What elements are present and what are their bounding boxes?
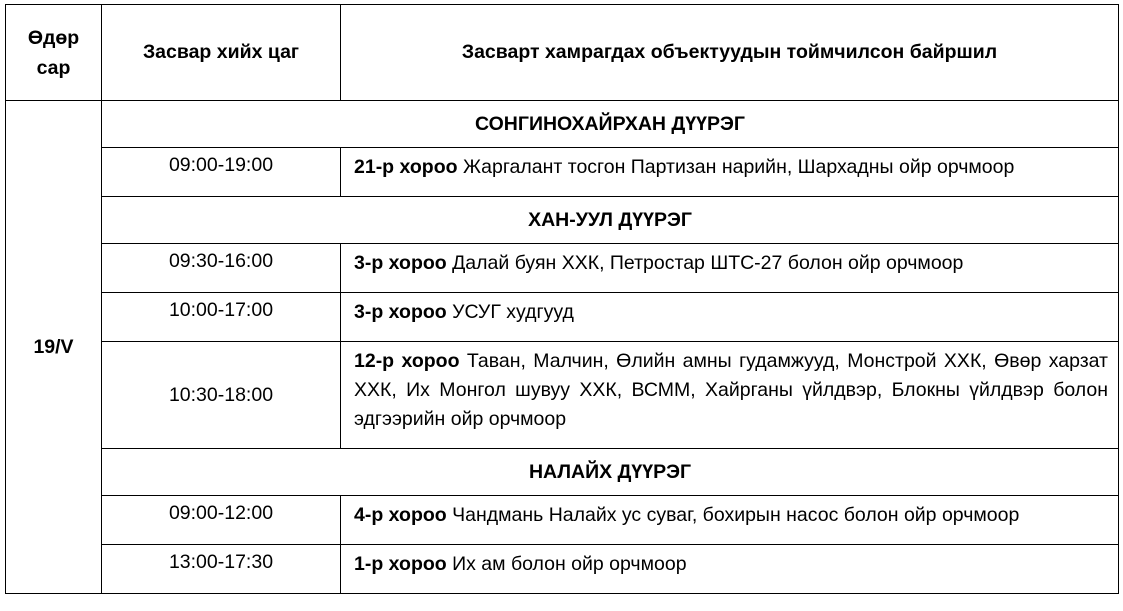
location-text: Их ам болон ойр орчмоор (446, 553, 687, 575)
district-name: НАЛАЙХ ДҮҮРЭГ (102, 449, 1119, 496)
time-cell: 09:00-19:00 (102, 148, 341, 197)
time-cell: 10:00-17:00 (102, 293, 341, 342)
district-name: ХАН-УУЛ ДҮҮРЭГ (102, 197, 1119, 244)
district-name: СОНГИНОХАЙРХАН ДҮҮРЭГ (102, 101, 1119, 148)
location-text: Таван, Малчин, Өлийн амны гудамжууд, Монстрой ХХК, Өвөр харзат ХХК, Их Монгол шувуу ХХК, ВСММ, Хайрганы үйлдвэр, Блокны үйлдвэр болон эдгээрийн ойр орчмоор (354, 350, 1108, 430)
location-cell (341, 545, 1119, 594)
khoroo-label: 1-р хороо (354, 553, 447, 575)
maintenance-schedule-table (5, 4, 1119, 594)
header-day (6, 5, 102, 101)
location-cell (341, 342, 1119, 449)
location-text: УСУГ худгууд (446, 301, 574, 323)
location-cell (341, 244, 1119, 293)
header-row (6, 5, 1119, 101)
table-row (6, 342, 1119, 449)
table-row (6, 148, 1119, 197)
khoroo-label: 4-р хороо (354, 504, 447, 526)
time-cell: 13:00-17:30 (102, 545, 341, 594)
time-cell: 10:30-18:00 (102, 342, 341, 449)
header-day-line2: сар (36, 56, 71, 79)
location-text: Жаргалант тосгон Партизан нарийн, Шархадны ойр орчмоор (457, 156, 1015, 178)
location-cell (341, 496, 1119, 545)
header-day-line1: Өдөр (27, 26, 80, 49)
date-cell: 19/V (6, 101, 102, 594)
district-row (6, 197, 1119, 244)
time-cell: 09:30-16:00 (102, 244, 341, 293)
location-cell (341, 293, 1119, 342)
location-text: Далай буян ХХК, Петростар ШТС-27 болон ойр орчмоор (446, 252, 964, 274)
table-row (6, 496, 1119, 545)
district-row (6, 449, 1119, 496)
table-row (6, 293, 1119, 342)
location-cell (341, 148, 1119, 197)
header-time: Засвар хийх цаг (102, 5, 341, 101)
table-row (6, 244, 1119, 293)
khoroo-label: 3-р хороо (354, 301, 447, 323)
khoroo-label: 12-р хороо (354, 350, 460, 372)
location-text: Чандмань Налайх ус суваг, бохирын насос болон ойр орчмоор (446, 504, 1020, 526)
khoroo-label: 3-р хороо (354, 252, 447, 274)
khoroo-label: 21-р хороо (354, 156, 458, 178)
header-location: Засварт хамрагдах объектуудын тоймчилсон байршил (341, 5, 1119, 101)
district-row (6, 101, 1119, 148)
time-cell: 09:00-12:00 (102, 496, 341, 545)
table-row (6, 545, 1119, 594)
